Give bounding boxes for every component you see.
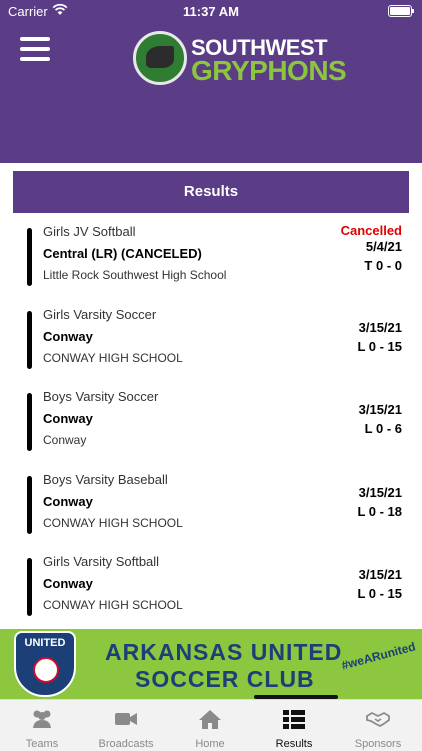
people-icon [30,708,54,730]
banner-line2: SOCCER CLUB [135,666,315,692]
logo-text-line2: GRYPHONS [191,55,347,86]
row-indicator-bar [27,558,32,616]
soccer-club-shield-icon [14,631,76,697]
result-sport: Boys Varsity Baseball [43,472,168,487]
result-sport: Girls Varsity Soccer [43,307,157,322]
tab-label: Results [275,738,313,750]
clock: 11:37 AM [183,4,239,19]
result-opponent: Conway [43,329,93,344]
result-score: L 0 - 6 [364,421,402,436]
result-location: Little Rock Southwest High School [43,268,227,282]
home-icon [198,708,222,730]
result-sport: Girls JV Softball [43,224,136,239]
tab-bar [0,699,422,751]
result-date: 3/15/21 [358,567,402,582]
result-date: 3/15/21 [358,485,402,500]
result-location: CONWAY HIGH SCHOOL [43,516,183,530]
sponsor-banner[interactable] [0,629,422,699]
result-score: T 0 - 0 [364,258,402,273]
tab-teams[interactable] [0,700,84,751]
result-row[interactable] [0,307,422,387]
result-row[interactable] [0,472,422,552]
hamburger-menu-icon[interactable] [20,37,50,61]
list-icon [282,708,306,730]
tab-broadcasts[interactable] [84,700,168,751]
tab-label: Home [195,738,225,750]
result-date: 3/15/21 [358,320,402,335]
result-location: CONWAY HIGH SCHOOL [43,351,183,365]
shield-label: UNITED [24,637,66,649]
page-title: Results [13,171,409,213]
result-location: CONWAY HIGH SCHOOL [43,598,183,612]
result-sport: Girls Varsity Softball [43,554,160,569]
result-score: L 0 - 18 [357,504,402,519]
soccer-ball-icon [33,657,59,683]
school-logo [133,31,347,87]
app-header [0,0,422,163]
row-indicator-bar [27,476,32,534]
result-sport: Boys Varsity Soccer [43,389,159,404]
carrier-label: Carrier [8,4,48,19]
result-location: Conway [43,433,87,447]
result-opponent: Conway [43,411,93,426]
result-row[interactable] [0,224,422,304]
tab-label: Sponsors [354,738,402,750]
battery-icon [388,5,412,17]
logo-text-line1: SOUTHWEST [191,35,328,60]
video-camera-icon [114,708,138,730]
result-row[interactable] [0,554,422,634]
result-opponent: Conway [43,576,93,591]
result-row[interactable] [0,389,422,469]
status-bar [0,0,422,24]
result-score: L 0 - 15 [357,586,402,601]
tab-sponsors[interactable] [336,700,420,751]
result-status: Cancelled [340,223,402,238]
tab-results[interactable] [252,700,336,751]
result-date: 3/15/21 [358,402,402,417]
result-opponent: Central (LR) (CANCELED) [43,246,202,261]
tab-label: Broadcasts [98,738,154,750]
row-indicator-bar [27,311,32,369]
result-opponent: Conway [43,494,93,509]
banner-line1: ARKANSAS UNITED [105,639,343,665]
row-indicator-bar [27,228,32,286]
gryphon-emblem-icon [133,31,187,85]
result-score: L 0 - 15 [357,339,402,354]
banner-hashtag: #weARunited [340,639,418,673]
result-date: 5/4/21 [365,239,402,254]
tab-home[interactable] [168,700,252,751]
tab-label: Teams [25,738,59,750]
handshake-icon [366,708,390,730]
row-indicator-bar [27,393,32,451]
